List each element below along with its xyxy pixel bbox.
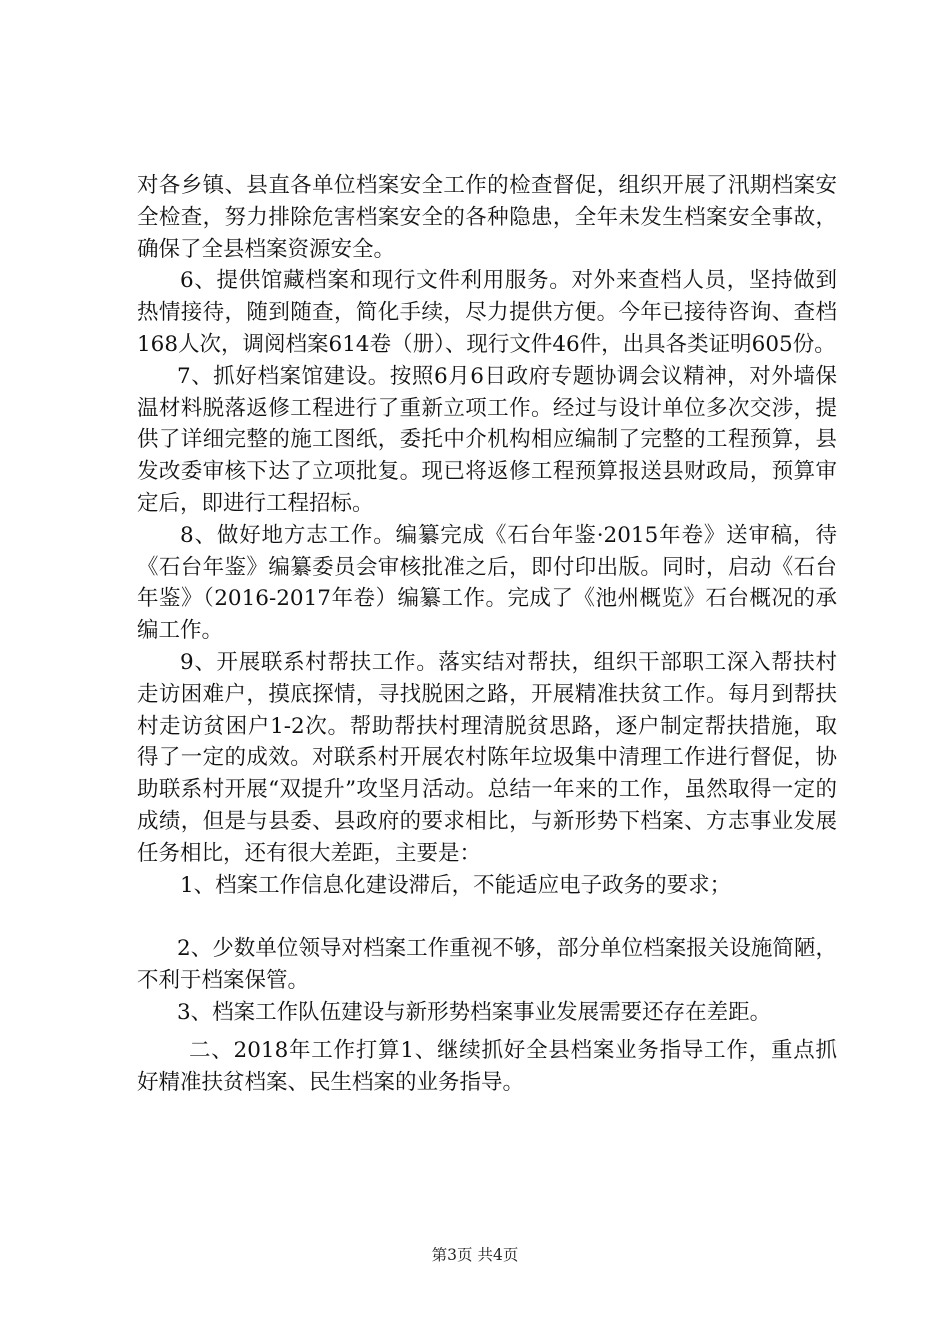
paragraph-plan-2018: 二、2018年工作打算1、继续抓好全县档案业务指导工作，重点抓好精准扶贫档案、民生档案的业务指导。 [137, 1037, 837, 1095]
page-number-footer: 第3页 共4页 [431, 1246, 519, 1264]
paragraph-item-8: 8、做好地方志工作。编纂完成《石台年鉴·2015年卷》送审稿，待《石台年鉴》编纂委员会审核批准之后，即付印出版。同时，启动《石台年鉴》（2016-2017年卷）编纂工作。完成了《池州概览》石台概况的承编工作。 [137, 522, 837, 644]
blank-line [137, 901, 837, 933]
paragraph-problem-3: 3、档案工作队伍建设与新形势档案事业发展需要还存在差距。 [177, 999, 772, 1025]
paragraph-problem-1: 1、档案工作信息化建设滞后，不能适应电子政务的要求； [180, 872, 732, 898]
paragraph-item-6: 6、提供馆藏档案和现行文件利用服务。对外来查档人员，坚持做到热情接待，随到随查，简化手续，尽力提供方便。今年已接待咨询、查档168人次，调阅档案614卷（册）、现行文件46件，出具各类证明605份。 [137, 268, 837, 357]
paragraph-item-9: 9、开展联系村帮扶工作。落实结对帮扶，组织干部职工深入帮扶村走访困难户，摸底探情，寻找脱困之路，开展精准扶贫工作。每月到帮扶村走访贫困户1-2次。帮助帮扶村理清脱贫思路，逐户制定帮扶措施，取得了一定的成效。对联系村开展农村陈年垃圾集中清理工作进行督促，协助联系村开展“双提升”攻坚月活动。总结一年来的工作，虽然取得一定的成绩，但是与县委、县政府的要求相比，与新形势下档案、方志事业发展任务相比，还有很大差距，主要是： [137, 649, 837, 866]
paragraph-problem-2: 2、少数单位领导对档案工作重视不够，部分单位档案报关设施简陋，不利于档案保管。 [137, 936, 837, 994]
paragraph-safety-check: 对各乡镇、县直各单位档案安全工作的检查督促，组织开展了汛期档案安全检查，努力排除危害档案安全的各种隐患，全年未发生档案安全事故，确保了全县档案资源安全。 [137, 173, 837, 262]
document-body [137, 170, 837, 1098]
paragraph-item-7: 7、抓好档案馆建设。按照6月6日政府专题协调会议精神，对外墙保温材料脱落返修工程进行了重新立项工作。经过与设计单位多次交涉，提供了详细完整的施工图纸，委托中介机构相应编制了完整的工程预算，县发改委审核下达了立项批复。现已将返修工程预算报送县财政局，预算审定后，即进行工程招标。 [137, 363, 837, 516]
